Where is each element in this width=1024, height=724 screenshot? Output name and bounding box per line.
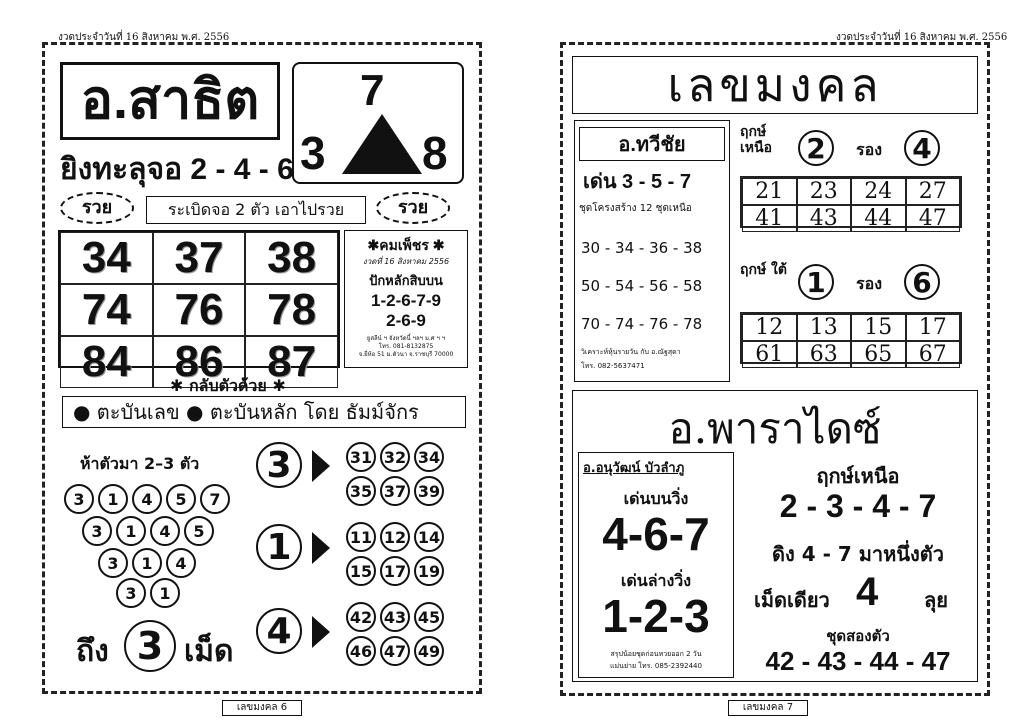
side-label: ปักหลักสิบบน <box>369 274 443 289</box>
med-label: เม็ดเดียว <box>754 588 830 612</box>
grid-cell: 34 <box>60 232 153 284</box>
table-cell: 12 <box>742 314 797 341</box>
box1-note: วิเคราะห์หุ้นรายวัน กับ อ.ณัฐสุดา <box>581 348 681 356</box>
group-big-number: 3 <box>256 442 302 488</box>
left-header: งวดประจำวันที่ 16 สิงหาคม พ.ศ. 2556 <box>58 32 230 43</box>
table-cell: 15 <box>851 314 906 341</box>
tri-num: 3 <box>82 516 112 546</box>
box2-name: อ.อนุวัฒน์ บัวลำภู <box>583 461 685 476</box>
box1-r1: 30 - 34 - 36 - 38 <box>581 239 703 257</box>
table-cell: 21 <box>742 178 797 205</box>
tri-num: 5 <box>166 484 196 514</box>
table-cell: 17 <box>906 314 961 341</box>
side-n1: 1-2-6-7-9 <box>371 291 441 310</box>
tri-num: 3 <box>98 548 128 578</box>
pyramid-left: 3 <box>300 127 326 179</box>
tri-num: 1 <box>132 548 162 578</box>
table-cell: 23 <box>797 178 852 205</box>
box1-r3: 70 - 74 - 76 - 78 <box>581 315 703 333</box>
grid-cell: 76 <box>153 284 246 336</box>
box2 <box>578 452 734 678</box>
north-rnum: 4 <box>904 130 940 166</box>
grid-cell: 78 <box>245 284 338 336</box>
bullet-banner: ● ตะบันเลข ● ตะบันหลัก โดย ธัมม์จักร <box>62 396 466 428</box>
group-num: 19 <box>414 556 444 586</box>
table-cell: 41 <box>742 205 797 232</box>
chud2-numbers: 42 - 43 - 44 - 47 <box>765 646 951 676</box>
group-num: 35 <box>346 476 376 506</box>
table-cell: 44 <box>851 205 906 232</box>
tri-num: 1 <box>150 578 180 608</box>
box2-l2: เด่นล่างวิ่ง <box>620 571 692 590</box>
grid-cell: 74 <box>60 284 153 336</box>
fn-label: ฤกษ์เหนือ <box>816 464 900 488</box>
group-num: 42 <box>346 602 376 632</box>
box2-n2: 1-2-3 <box>602 590 710 642</box>
left-banner: ระเบิดจอ 2 ตัว เอาไปรวย <box>146 196 366 224</box>
arrow-icon <box>312 532 330 564</box>
side-note3: จ.ยี่ห้อ 51 ม.ตัวนา จ.ราชบุรี 70000 <box>358 351 454 358</box>
tri-num: 3 <box>116 578 146 608</box>
box1 <box>574 120 730 382</box>
pyramid-right: 8 <box>422 127 448 179</box>
tri-num: 3 <box>64 484 94 514</box>
box1-chud: ชุดโครงสร้าง 12 ชุดเหนือ <box>579 203 692 214</box>
north-table <box>740 176 962 231</box>
group-num: 39 <box>414 476 444 506</box>
table-cell: 27 <box>906 178 961 205</box>
box2-note: สรุปน้อยชุดก่อนหวยออก 2 วัน <box>610 650 702 658</box>
north-label: ฤกษ์ เหนือ <box>740 124 772 156</box>
box1-r2: 50 - 54 - 56 - 58 <box>581 277 703 295</box>
med-number: 4 <box>856 570 879 614</box>
ruai-badge-left: รวย <box>60 192 134 224</box>
five-head: ห้าตัวมา 2–3 ตัว <box>80 454 200 473</box>
right-footer: เลขมงคล 7 <box>728 700 808 716</box>
fn-number: 2 - 3 - 4 - 7 <box>779 488 937 524</box>
table-cell: 61 <box>742 341 797 368</box>
group-num: 43 <box>380 602 410 632</box>
tri-num: 1 <box>116 516 146 546</box>
group-num: 14 <box>414 522 444 552</box>
title2: อ.พาราไดซ์ <box>668 404 882 453</box>
group-num: 34 <box>414 442 444 472</box>
south-rong: รอง <box>856 274 883 293</box>
group-big-number: 1 <box>256 524 302 570</box>
group-num: 47 <box>380 636 410 666</box>
teng-label: ถึง <box>76 635 109 668</box>
table-cell: 63 <box>797 341 852 368</box>
box1-tel: โทร. 082-5637471 <box>581 362 645 370</box>
group-num: 46 <box>346 636 376 666</box>
left-subtitle: ยิงทะลุจอ 2 - 4 - 6 <box>60 153 294 186</box>
right-title: เลขมงคล <box>572 56 978 114</box>
tri-num: 4 <box>132 484 162 514</box>
left-title: อ.สาธิต <box>60 62 280 140</box>
box1-den: เด่น 3 - 5 - 7 <box>583 171 691 193</box>
tri-num: 1 <box>98 484 128 514</box>
side-box <box>344 230 468 368</box>
ruai-badge-right: รวย <box>376 192 450 224</box>
box2-n1: 4-6-7 <box>602 508 710 560</box>
side-note1: ยูสลีน์ ฯ จังหวัดนี้ ฯลฯ ม.ศ ฯ ฯ <box>366 335 446 342</box>
tri-num: 4 <box>150 516 180 546</box>
side-title: ✱คมเพ็ชร ✱ <box>367 237 445 253</box>
side-note2: โทร. 081-8132875 <box>378 343 434 350</box>
south-table <box>740 312 962 367</box>
left-footer: เลขมงคล 6 <box>222 700 302 716</box>
group-num: 17 <box>380 556 410 586</box>
side-date: งวดที่ 16 สิงหาคม 2556 <box>362 257 450 266</box>
group-big-number: 4 <box>256 608 302 654</box>
group-num: 31 <box>346 442 376 472</box>
grid-cell: 87 <box>245 336 338 388</box>
south-rnum: 6 <box>904 264 940 300</box>
grid-cell: 86 <box>153 336 246 388</box>
south-number: 1 <box>798 264 834 300</box>
group-num: 49 <box>414 636 444 666</box>
tri-num: 5 <box>184 516 214 546</box>
tri-num: 4 <box>166 548 196 578</box>
table-cell: 43 <box>797 205 852 232</box>
arrow-icon <box>312 450 330 482</box>
pyramid-triangle <box>342 114 422 174</box>
table-cell: 65 <box>851 341 906 368</box>
teng-number: 3 <box>124 620 176 672</box>
group-num: 37 <box>380 476 410 506</box>
group-num: 45 <box>414 602 444 632</box>
north-rong: รอง <box>856 140 883 159</box>
met-label: เม็ด <box>184 635 234 668</box>
side-n2: 2-6-9 <box>386 311 426 330</box>
table-cell: 24 <box>851 178 906 205</box>
grid-cell: 84 <box>60 336 153 388</box>
north-number: 2 <box>798 130 834 166</box>
box2-l1: เด่นบนวิ่ง <box>623 489 689 508</box>
flip-label: ✱ กลับตัวด้วย ✱ <box>170 376 286 395</box>
chud2-label: ชุดสองตัว <box>826 627 890 645</box>
table-cell: 13 <box>797 314 852 341</box>
group-num: 32 <box>380 442 410 472</box>
box2-tel: แม่นย่าย โทร. 085-2392440 <box>610 662 702 670</box>
ding-label: ดิง 4 - 7 มาหนึ่งตัว <box>772 542 944 566</box>
grid-cell: 38 <box>245 232 338 284</box>
pyramid-top: 7 <box>360 66 385 115</box>
table-cell: 47 <box>906 205 961 232</box>
pyramid-box <box>292 62 464 184</box>
right-header: งวดประจำวันที่ 16 สิงหาคม พ.ศ. 2556 <box>836 32 1008 43</box>
arrow-icon <box>312 616 330 648</box>
table-cell: 67 <box>906 341 961 368</box>
lui-label: ลุย <box>924 588 948 612</box>
grid-cell: 37 <box>153 232 246 284</box>
group-num: 11 <box>346 522 376 552</box>
south-label: ฤกษ์ ใต้ <box>740 262 787 278</box>
box1-name: อ.ทวีชัย <box>579 127 725 161</box>
group-num: 15 <box>346 556 376 586</box>
group-num: 12 <box>380 522 410 552</box>
tri-num: 7 <box>200 484 230 514</box>
